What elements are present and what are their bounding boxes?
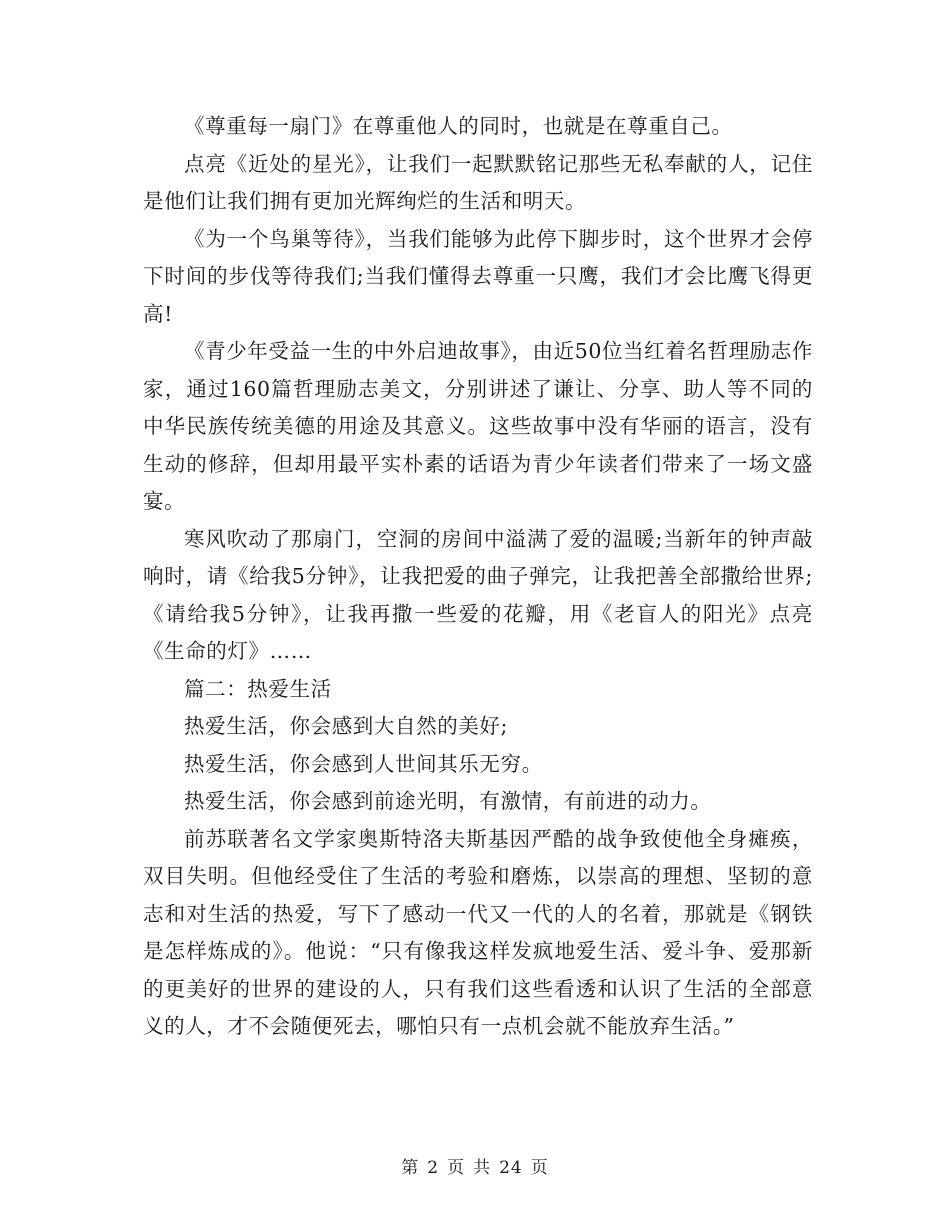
paragraph: 寒风吹动了那扇门，空洞的房间中溢满了爱的温暖;当新年的钟声敲响时，请《给我5分钟》，让我把爱的曲子弹完，让我把善全部撒给世界;《请给我5分钟》，让我再撒一些爱的花瓣，用《老盲人的阳光》点亮《生命的灯》…… [143,526,813,663]
paragraph: 热爱生活，你会感到前途光明，有激情，有前进的动力。 [184,789,712,813]
paragraph: 《尊重每一扇门》在尊重他人的同时，也就是在尊重自己。 [184,114,733,138]
page-footer [0,1153,950,1178]
footer-prefix: 第 [401,1158,420,1178]
paragraph: 点亮《近处的星光》，让我们一起默默铭记那些无私奉献的人，记住是他们让我们拥有更加光辉绚烂的生活和明天。 [143,151,813,213]
paragraph: 热爱生活，你会感到人世间其乐无穷。 [184,751,543,776]
paragraph: 热爱生活，你会感到大自然的美好; [184,714,509,738]
footer-suffix: 页 [530,1158,549,1178]
paragraph: 前苏联著名文学家奥斯特洛夫斯基因严酷的战争致使他全身瘫痪，双目失明。但他经受住了生活的考验和磨炼，以崇高的理想、坚韧的意志和对生活的热爱，写下了感动一代又一代的人的名着，那就是《钢铁是怎样炼成的》。他说：“只有像我这样发疯地爱生活、爱斗争、爱那新的更美好的世界的建设的人，只有我们这些看透和认识了生活的全部意义的人，才不会随便死去，哪怕只有一点机会就不能放弃生活。” [143,826,813,1038]
footer-total-prefix: 共 [473,1158,492,1178]
section-heading: 篇二：热爱生活 [184,676,332,701]
current-page-number: 2 [427,1158,440,1178]
paragraph: 《青少年受益一生的中外启迪故事》，由近50位当红着名哲理励志作家，通过160篇哲理励志美文，分别讲述了谦让、分享、助人等不同的中华民族传统美德的用途及其意义。这些故事中没有华丽的语言，没有生动的修辞，但却用最平实朴素的话语为青少年读者们带来了一场文盛宴。 [143,339,813,513]
total-page-count: 24 [499,1158,523,1178]
document-body [143,108,813,1046]
footer-page-word: 页 [447,1158,466,1178]
paragraph: 《为一个鸟巢等待》，当我们能够为此停下脚步时，这个世界才会停下时间的步伐等待我们;当我们懂得去尊重一只鹰，我们才会比鹰飞得更高! [143,226,813,326]
